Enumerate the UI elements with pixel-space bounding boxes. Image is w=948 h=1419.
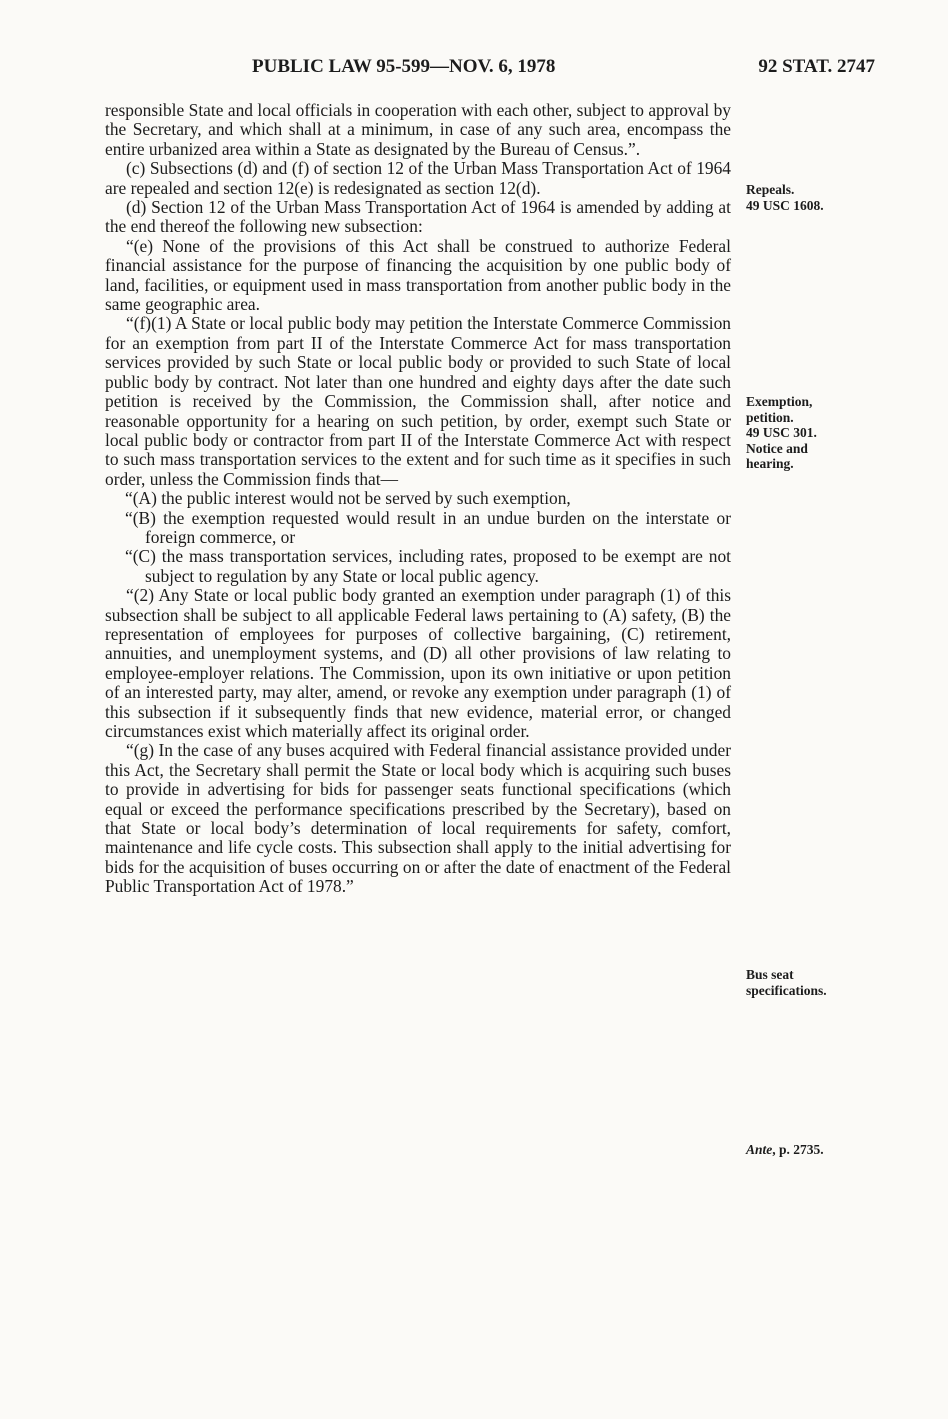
margin-note-label: Repeals. <box>746 182 795 197</box>
statute-page-number: 92 STAT. 2747 <box>758 56 875 77</box>
margin-note-label: Bus seat <box>746 967 794 982</box>
subsection-f-2: “(2) Any State or local public body granted an exemption under paragraph (1) of this subsection shall be subject to all applicable Federal laws pertaining to (A) safety, (B) the representation of employees for purposes of collective bargaining, (C) retirement, annuities, and unemployment systems, and (D) all other provisions of law relating to employee-employer relations. The Commission, upon its own initiative or upon petition of an interested party, may alter, amend, or revoke any exemption under paragraph (1) of this subsection if it subsequently finds that new evidence, material error, or changed circumstances exist which materially affect its original order. <box>105 585 731 741</box>
paragraph-d: (d) Section 12 of the Urban Mass Transportation Act of 1964 is amended by adding at the end thereof the following new subsection: <box>105 197 731 237</box>
margin-note-citation: 49 USC 301. <box>746 425 817 440</box>
margin-note-exemption <box>746 394 866 472</box>
clause-a: “(A) the public interest would not be served by such exemption, <box>125 488 571 509</box>
body-text <box>105 101 731 897</box>
margin-note-label: petition. <box>746 409 794 425</box>
margin-note-bus-seat <box>746 967 866 998</box>
paragraph-continued: responsible State and local officials in cooperation with each other, subject to approval by the Secretary, and which shall at a minimum, in case of any such area, encompass the entire urbanized area within a State as designated by the Bureau of Census.”. <box>105 100 731 159</box>
margin-note-citation: 49 USC 1608. <box>746 197 824 213</box>
margin-note-ante <box>746 1142 866 1158</box>
margin-note-label: Notice and <box>746 440 808 456</box>
margin-note-ante-label: Ante <box>746 1142 773 1157</box>
margin-note-repeals <box>746 182 866 213</box>
margin-note-ante-page: , p. 2735. <box>772 1142 824 1157</box>
margin-note-label: Exemption, <box>746 394 813 409</box>
page-title: PUBLIC LAW 95-599—NOV. 6, 1978 <box>252 56 556 77</box>
subsection-e: “(e) None of the provisions of this Act shall be construed to authorize Federal financial assistance for the purpose of financing the acquisition by one public body of land, facilities, or equipment used in mass transportation from another public body in the same geographic area. <box>105 235 731 315</box>
clause-c: “(C) the mass transportation services, including rates, proposed to be exempt are not subject to regulation by any State or local public agency. <box>125 546 731 586</box>
subsection-f-1: “(f)(1) A State or local public body may petition the Interstate Commerce Commission for an exemption from part II of the Interstate Commerce Act for mass transportation services provided by such State or local public body or provided to such State of local public body by contract. Not later than one hundred and eighty days after the date such petition is received by the Commission, the Commission shall, after notice and reasonable opportunity for a hearing on such petition, by order, exempt such State or local public body or contractor from part II of the Interstate Commerce Act with respect to such mass transportation services to the extent and for such time as it specifies in such order, unless the Commission finds that— <box>105 313 731 489</box>
margin-note-citation <box>746 1142 866 1158</box>
page-header <box>105 56 875 86</box>
subsection-g: “(g) In the case of any buses acquired with Federal financial assistance provided under this Act, the Secretary shall permit the State or local body which is acquiring such buses to provide in advertising for bids for passenger seats functional specifications (which equal or exceed the performance specifications prescribed by the Secretary), based on that State or local body’s determination of local requirements for safety, comfort, maintenance and life cycle costs. This subsection shall apply to the initial advertising for bids for the acquisition of buses occurring on or after the date of enactment of the Federal Public Transportation Act of 1978.” <box>105 740 731 897</box>
paragraph-c: (c) Subsections (d) and (f) of section 12 of the Urban Mass Transportation Act of 1964 are repealed and section 12(e) is redesignated as section 12(d). <box>105 158 731 198</box>
margin-note-label: specifications. <box>746 982 827 998</box>
clause-b: “(B) the exemption requested would result in an undue burden on the interstate or foreign commerce, or <box>125 507 731 547</box>
margin-note-label: hearing. <box>746 456 794 471</box>
